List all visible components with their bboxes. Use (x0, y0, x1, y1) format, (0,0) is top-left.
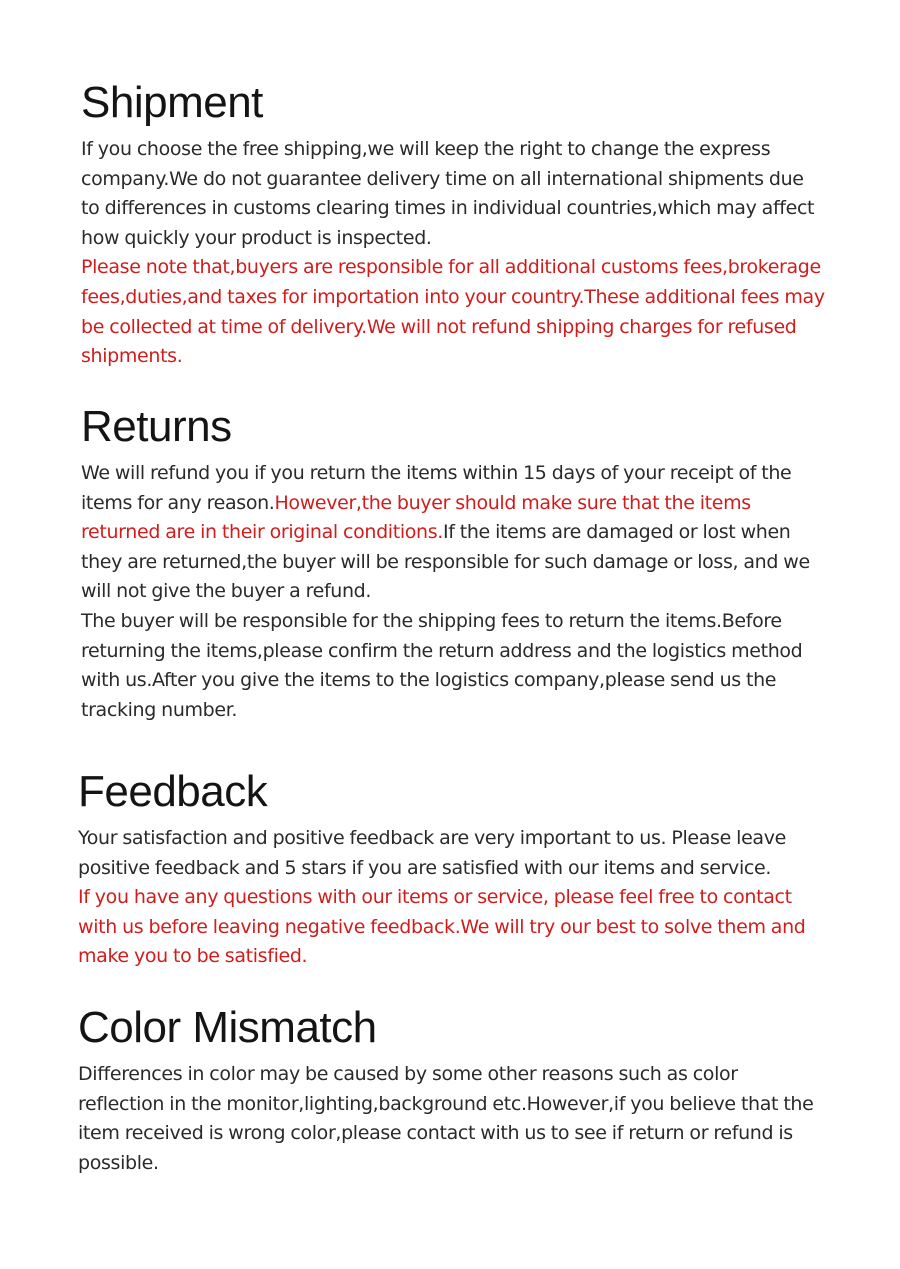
shipment-text: If you choose the free shipping,we will keep the right to change the express company.We do not guarantee delivery time on all international shipments due to differences in customs clearing times in individual countries,which may affect how quickly your product is inspected. (81, 138, 815, 249)
shipment-heading: Shipment (81, 78, 263, 127)
shipment-section (81, 77, 826, 372)
feedback-section (78, 766, 823, 972)
returns-text-damage: If the items are damaged or lost when they are returned,the buyer will be responsible for such damage or loss, and we will not give the buyer a refund. (81, 521, 810, 603)
color-mismatch-section (78, 1002, 823, 1178)
shipment-paragraph (81, 135, 826, 372)
feedback-paragraph (78, 824, 823, 972)
color-mismatch-paragraph (78, 1060, 823, 1178)
returns-heading: Returns (81, 402, 232, 451)
color-mismatch-heading: Color Mismatch (78, 1003, 377, 1052)
feedback-contact-notice: If you have any questions with our items or service, please feel free to contact with us before leaving negative feedback.We will try our best to solve them and make you to be satisfied. (78, 886, 806, 968)
color-mismatch-text: Differences in color may be caused by some other reasons such as color reflection in the monitor,lighting,background etc.However,if you believe that the item received is wrong color,please contact with us to see if return or refund is possible. (78, 1063, 814, 1174)
returns-paragraph (81, 459, 826, 725)
returns-text-shipping-fees: The buyer will be responsible for the shipping fees to return the items.Before returning the items,please confirm the return address and the logistics method with us.After you give the items to the logistics company,please send us the tracking number. (81, 609, 803, 721)
shipment-customs-notice: Please note that,buyers are responsible for all additional customs fees,brokerage fees,duties,and taxes for importation into your country.These additional fees may be collected at time of delivery.We will not refund shipping charges for refused shipments. (81, 256, 825, 368)
returns-condition-notice: However,the buyer should make sure that the items returned are in their original conditions. (81, 491, 751, 544)
returns-section (81, 401, 826, 725)
feedback-text: Your satisfaction and positive feedback are very important to us. Please leave positive feedback and 5 stars if you are satisfied with our items and service. (78, 827, 786, 879)
feedback-heading: Feedback (78, 767, 268, 816)
returns-text-refund: We will refund you if you return the items within 15 days of your receipt of the items for any reason. (81, 462, 792, 514)
